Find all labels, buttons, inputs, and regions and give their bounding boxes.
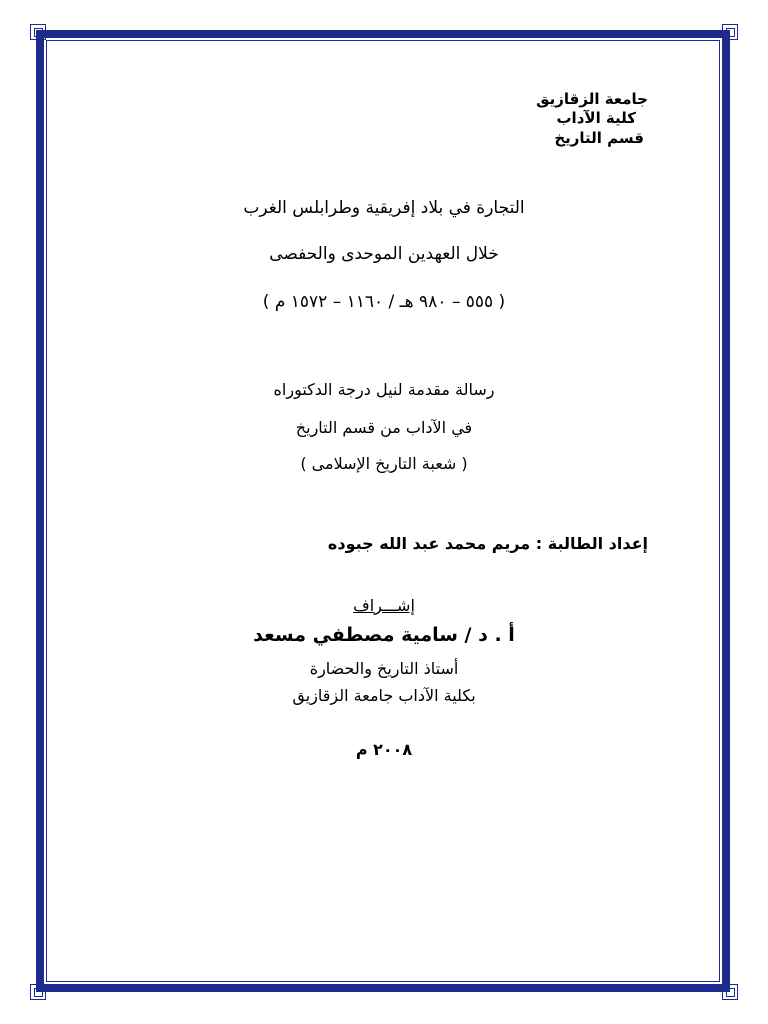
thesis-title: التجارة في بلاد إفريقية وطرابلس الغرب (243, 198, 525, 218)
author-line: إعداد الطالبة : مريم محمد عبد الله جبوده (327, 534, 648, 553)
page-border-inner (46, 40, 720, 982)
corner-ornament-bottom-right (722, 984, 738, 1000)
supervisor-name: أ . د / سامية مصطفي مسعد (253, 624, 515, 646)
supervision-label: إشـــراف (353, 596, 415, 615)
supervisor-affiliation: بكلية الآداب جامعة الزقازيق (292, 686, 476, 705)
thesis-title-period: خلال العهدين الموحدى والحفصى (269, 244, 499, 264)
corner-ornament-bottom-left (30, 984, 46, 1000)
thesis-title-dates: ( ٥٥٥ – ٩٨٠ هـ / ١١٦٠ – ١٥٧٢ م ) (262, 292, 506, 312)
submission-year: ٢٠٠٨ م (355, 740, 413, 759)
degree-branch: ( شعبة التاريخ الإسلامى ) (300, 454, 468, 473)
degree-field: في الآداب من قسم التاريخ (295, 418, 473, 437)
faculty-name: كلية الآداب (556, 109, 636, 127)
corner-ornament-top-left (30, 24, 46, 40)
university-name: جامعة الزقازيق (536, 90, 648, 108)
corner-ornament-top-right (722, 24, 738, 40)
supervisor-position: أستاذ التاريخ والحضارة (309, 659, 459, 678)
department-name: قسم التاريخ (554, 129, 644, 147)
degree-statement: رسالة مقدمة لنيل درجة الدكتوراه (273, 380, 495, 399)
